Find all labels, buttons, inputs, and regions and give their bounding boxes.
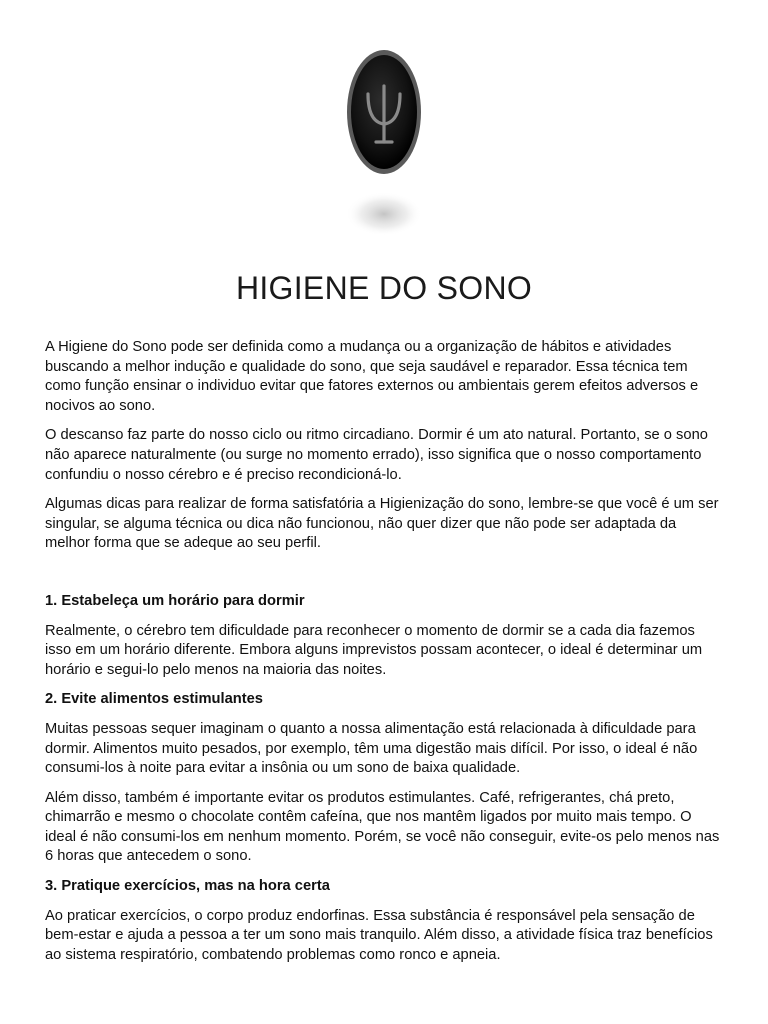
section-heading: 1. Estabeleça um horário para dormir [45, 592, 305, 609]
logo [0, 44, 768, 254]
psi-icon [324, 44, 444, 254]
section-heading: 3. Pratique exercícios, mas na hora certa [45, 878, 330, 895]
intro-paragraph: A Higiene do Sono pode ser definida como a mudança ou a organização de hábitos e atividades buscando a melhor indução e qualidade do sono, que seja saudável e reparador. Essa técnica tem como função ensinar o individuo evitar que fatores externos ou ambientais gerem efeitos adversos e nocivos ao sono. [45, 339, 699, 414]
section-spacer [45, 554, 725, 592]
document-body [45, 338, 725, 965]
section-paragraph: Além disso, também é importante evitar os produtos estimulantes. Café, refrigerantes, chá preto, chimarrão e mesmo o chocolate contêm cafeína, que nos mantêm ligados por muito mais tempo. O ideal é não consumi-los em nenhum momento. Porém, se você não conseguir, evite-os pelo menos nas 6 horas que antecedem o sono. [45, 789, 720, 865]
section-paragraph: Realmente, o cérebro tem dificuldade para reconhecer o momento de dormir se a cada dia fazemos isso em um horário diferente. Embora alguns imprevistos possam acontecer, o ideal é determinar um horário e segui-lo pelo menos na maioria das noites. [45, 622, 703, 678]
section-paragraph: Ao praticar exercícios, o corpo produz endorfinas. Essa substância é responsável pela sensação de bem-estar e ajuda a pessoa a ter um sono mais tranquilo. Além disso, a atividade física traz benefícios ao sistema respiratório, combatendo problemas como ronco e apneia. [45, 907, 713, 963]
page-title: HIGIENE DO SONO [235, 270, 533, 306]
section-heading: 2. Evite alimentos estimulantes [45, 691, 263, 708]
intro-paragraph: Algumas dicas para realizar de forma satisfatória a Higienização do sono, lembre-se que você é um ser singular, se alguma técnica ou dica não funcionou, não quer dizer que não pode ser adaptada da melhor forma que se adeque ao seu perfil. [45, 496, 719, 552]
section-paragraph: Muitas pessoas sequer imaginam o quanto a nossa alimentação está relacionada à dificuldade para dormir. Alimentos muito pesados, por exemplo, têm uma digestão mais difícil. Por isso, o ideal é não consumi-los à noite para evitar a insônia ou um sono de baixa qualidade. [45, 720, 698, 777]
intro-paragraph: O descanso faz parte do nosso ciclo ou ritmo circadiano. Dormir é um ato natural. Portanto, se o sono não aparece naturalmente (ou surge no momento errado), isso significa que o nosso comportamento confundiu o nosso cérebro e é preciso recondicioná-lo. [45, 427, 708, 483]
